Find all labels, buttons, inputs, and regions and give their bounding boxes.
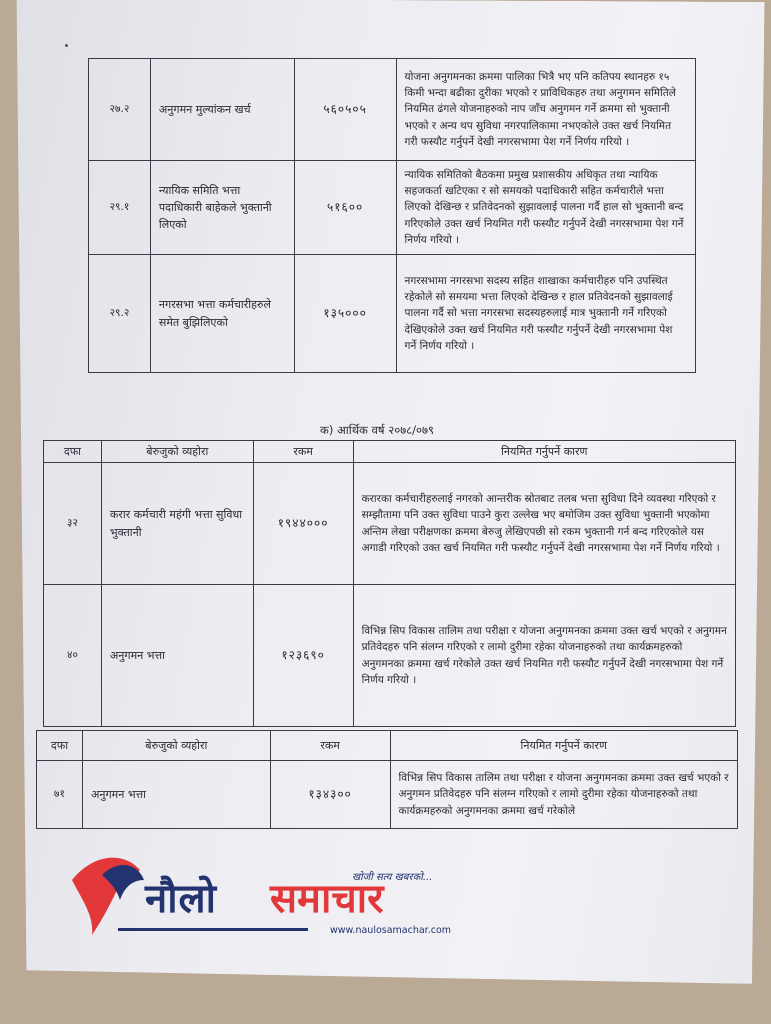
- row-title: न्यायिक समिति भत्ता पदाधिकारी बाहेकले भुक्तानी लिएको: [150, 161, 294, 255]
- row-reason: करारका कर्मचारीहरुलाई नगरको आन्तरीक स्रोतबाट तलब भत्ता सुविधा दिने व्यवस्था गरिएको र सम्झौतामा पनि उक्त सुविधा पाउने कुरा उल्लेख भए बमोजिम उक्त सुविधा भुक्तानी भएकोमा अन्तिम लेखा परीक्षणका क्रममा बेरुजु लेखिएपछी सो रकम भुक्तानी गर्न बन्द गरिएकोले यस अगाडी गरिएको उक्त खर्च नियमित गरी फस्यौट गर्नुपर्ने देखी नगरसभामा पेश गर्ने निर्णय गरियो ।: [353, 463, 735, 585]
- header-reason: नियमित गर्नुपर्ने कारण: [353, 441, 735, 463]
- row-number: ३२: [44, 463, 102, 585]
- row-title: अनुगमन मुल्यांकन खर्च: [150, 59, 294, 161]
- table-row: [89, 255, 696, 373]
- decision-table-fy-2078: [43, 440, 736, 727]
- header-reason: नियमित गर्नुपर्ने कारण: [390, 731, 737, 761]
- row-reason: योजना अनुगमनका क्रममा पालिका भित्रै भए पनि कतिपय स्थानहरु १५ किमी भन्दा बढीका दुरीका भएको र प्राविधिकहरु तथा अनुगमन समितिले नियमित ढंगले योजनाहरुको नाप जाँच अनुगमन गर्ने क्रममा सो भुक्तानी भएको र अन्य थप सुविधा नगरपालिकामा नभएकोले उक्त खर्च नियमित गरी फस्यौट गर्नुपर्ने देखी नगरसभामा पेश गर्ने निर्णय गरियो ।: [396, 59, 695, 161]
- table-row: [44, 585, 736, 727]
- header-amount: रकम: [253, 441, 353, 463]
- row-amount: ५६०५०५: [294, 59, 396, 161]
- header-amount: रकम: [270, 731, 390, 761]
- row-reason: नगरसभामा नगरसभा सदस्य सहित शाखाका कर्मचारीहरु पनि उपस्थित रहेकोले सो समयमा भत्ता लिएको देखिन्छ र हाल प्रतिवेदनको सुझावलाई पालना गर्दै सो भत्ता नगरसभा सदस्यहरुलाई मात्र भुक्तानी गर्ने गरिएको देखिएकोले उक्त खर्च नियमित गरी फस्यौट गर्नुपर्ने देखी नगरसभामा पेश गर्ने निर्णय गरियो ।: [396, 255, 695, 373]
- fiscal-year-heading: क) आर्थिक वर्ष २०७८/०७९: [320, 423, 434, 437]
- header-description: बेरुजुको व्यहोरा: [101, 441, 253, 463]
- row-reason: विभिन्न सिप विकास तालिम तथा परीक्षा र योजना अनुगमनका क्रममा उक्त खर्च भएको र अनुगमन प्रतिवेदहरु पनि संलग्न गरिएको र लामो दुरीमा रहेका योजनाहरुको तथा कार्यक्रमहरुको अनुगमनका क्रममा खर्च गरेकोले: [390, 761, 737, 829]
- row-reason: विभिन्न सिप विकास तालिम तथा परीक्षा र योजना अनुगमनका क्रममा उक्त खर्च भएको र अनुगमन प्रतिवेदहरु पनि संलग्न गरिएको र लामो दुरीमा रहेका योजनाहरुको तथा कार्यक्रमहरुको अनुगमनका क्रममा खर्च गरेकोले उक्त खर्च नियमित गरी फस्यौट गर्नुपर्ने देखी नगरसभामा पेश गर्ने निर्णय गरियो ।: [353, 585, 735, 727]
- decision-table-top: [88, 58, 696, 373]
- table-header-row: [44, 441, 736, 463]
- logo-name-part2: समाचार: [270, 876, 384, 922]
- row-number: ४०: [44, 585, 102, 727]
- row-number: २९.२: [89, 255, 151, 373]
- row-reason: न्यायिक समितिको बैठकमा प्रमुख प्रशासकीय अधिकृत तथा न्यायिक सहजकर्ता खटिएका र सो समयको पदाधिकारी सहित कर्मचारीले भत्ता लिएको देखिन्छ र प्रतिवेदनको सुझावलाई पालना गर्दै हाल सो भुक्तानी बन्द गरिएकोले उक्त खर्च नियमित गरी फस्यौट गर्नुपर्ने देखी नगरसभामा पेश गर्ने निर्णय गरियो ।: [396, 161, 695, 255]
- row-title: नगरसभा भत्ता कर्मचारीहरुले समेत बुझिलिएको: [150, 255, 294, 373]
- table-row: [89, 161, 696, 255]
- logo-tagline: खोजी सत्य खबरको...: [352, 872, 433, 883]
- logo-url: www.naulosamachar.com: [330, 925, 452, 936]
- row-amount: १३४३००: [270, 761, 390, 829]
- decision-table-continued: [36, 730, 738, 829]
- row-amount: १३५०००: [294, 255, 396, 373]
- row-title: अनुगमन भत्ता: [101, 585, 253, 727]
- row-amount: १९४४०००: [253, 463, 353, 585]
- row-number: ७१: [37, 761, 83, 829]
- row-number: २७.२: [89, 59, 151, 161]
- table-row: [37, 761, 738, 829]
- row-amount: १२३६९०: [253, 585, 353, 727]
- table-row: [44, 463, 736, 585]
- row-title: करार कर्मचारी महंगी भत्ता सुविधा भुक्तानी: [101, 463, 253, 585]
- row-number: २९.१: [89, 161, 151, 255]
- row-amount: ५१६००: [294, 161, 396, 255]
- logo-name-part1: नौलो: [145, 876, 218, 922]
- header-description: बेरुजुको व्यहोरा: [82, 731, 270, 761]
- table-header-row: [37, 731, 738, 761]
- header-section-no: दफा: [44, 441, 102, 463]
- row-title: अनुगमन भत्ता: [82, 761, 270, 829]
- paper-mark: [65, 44, 68, 47]
- header-section-no: दफा: [37, 731, 83, 761]
- table-row: [89, 59, 696, 161]
